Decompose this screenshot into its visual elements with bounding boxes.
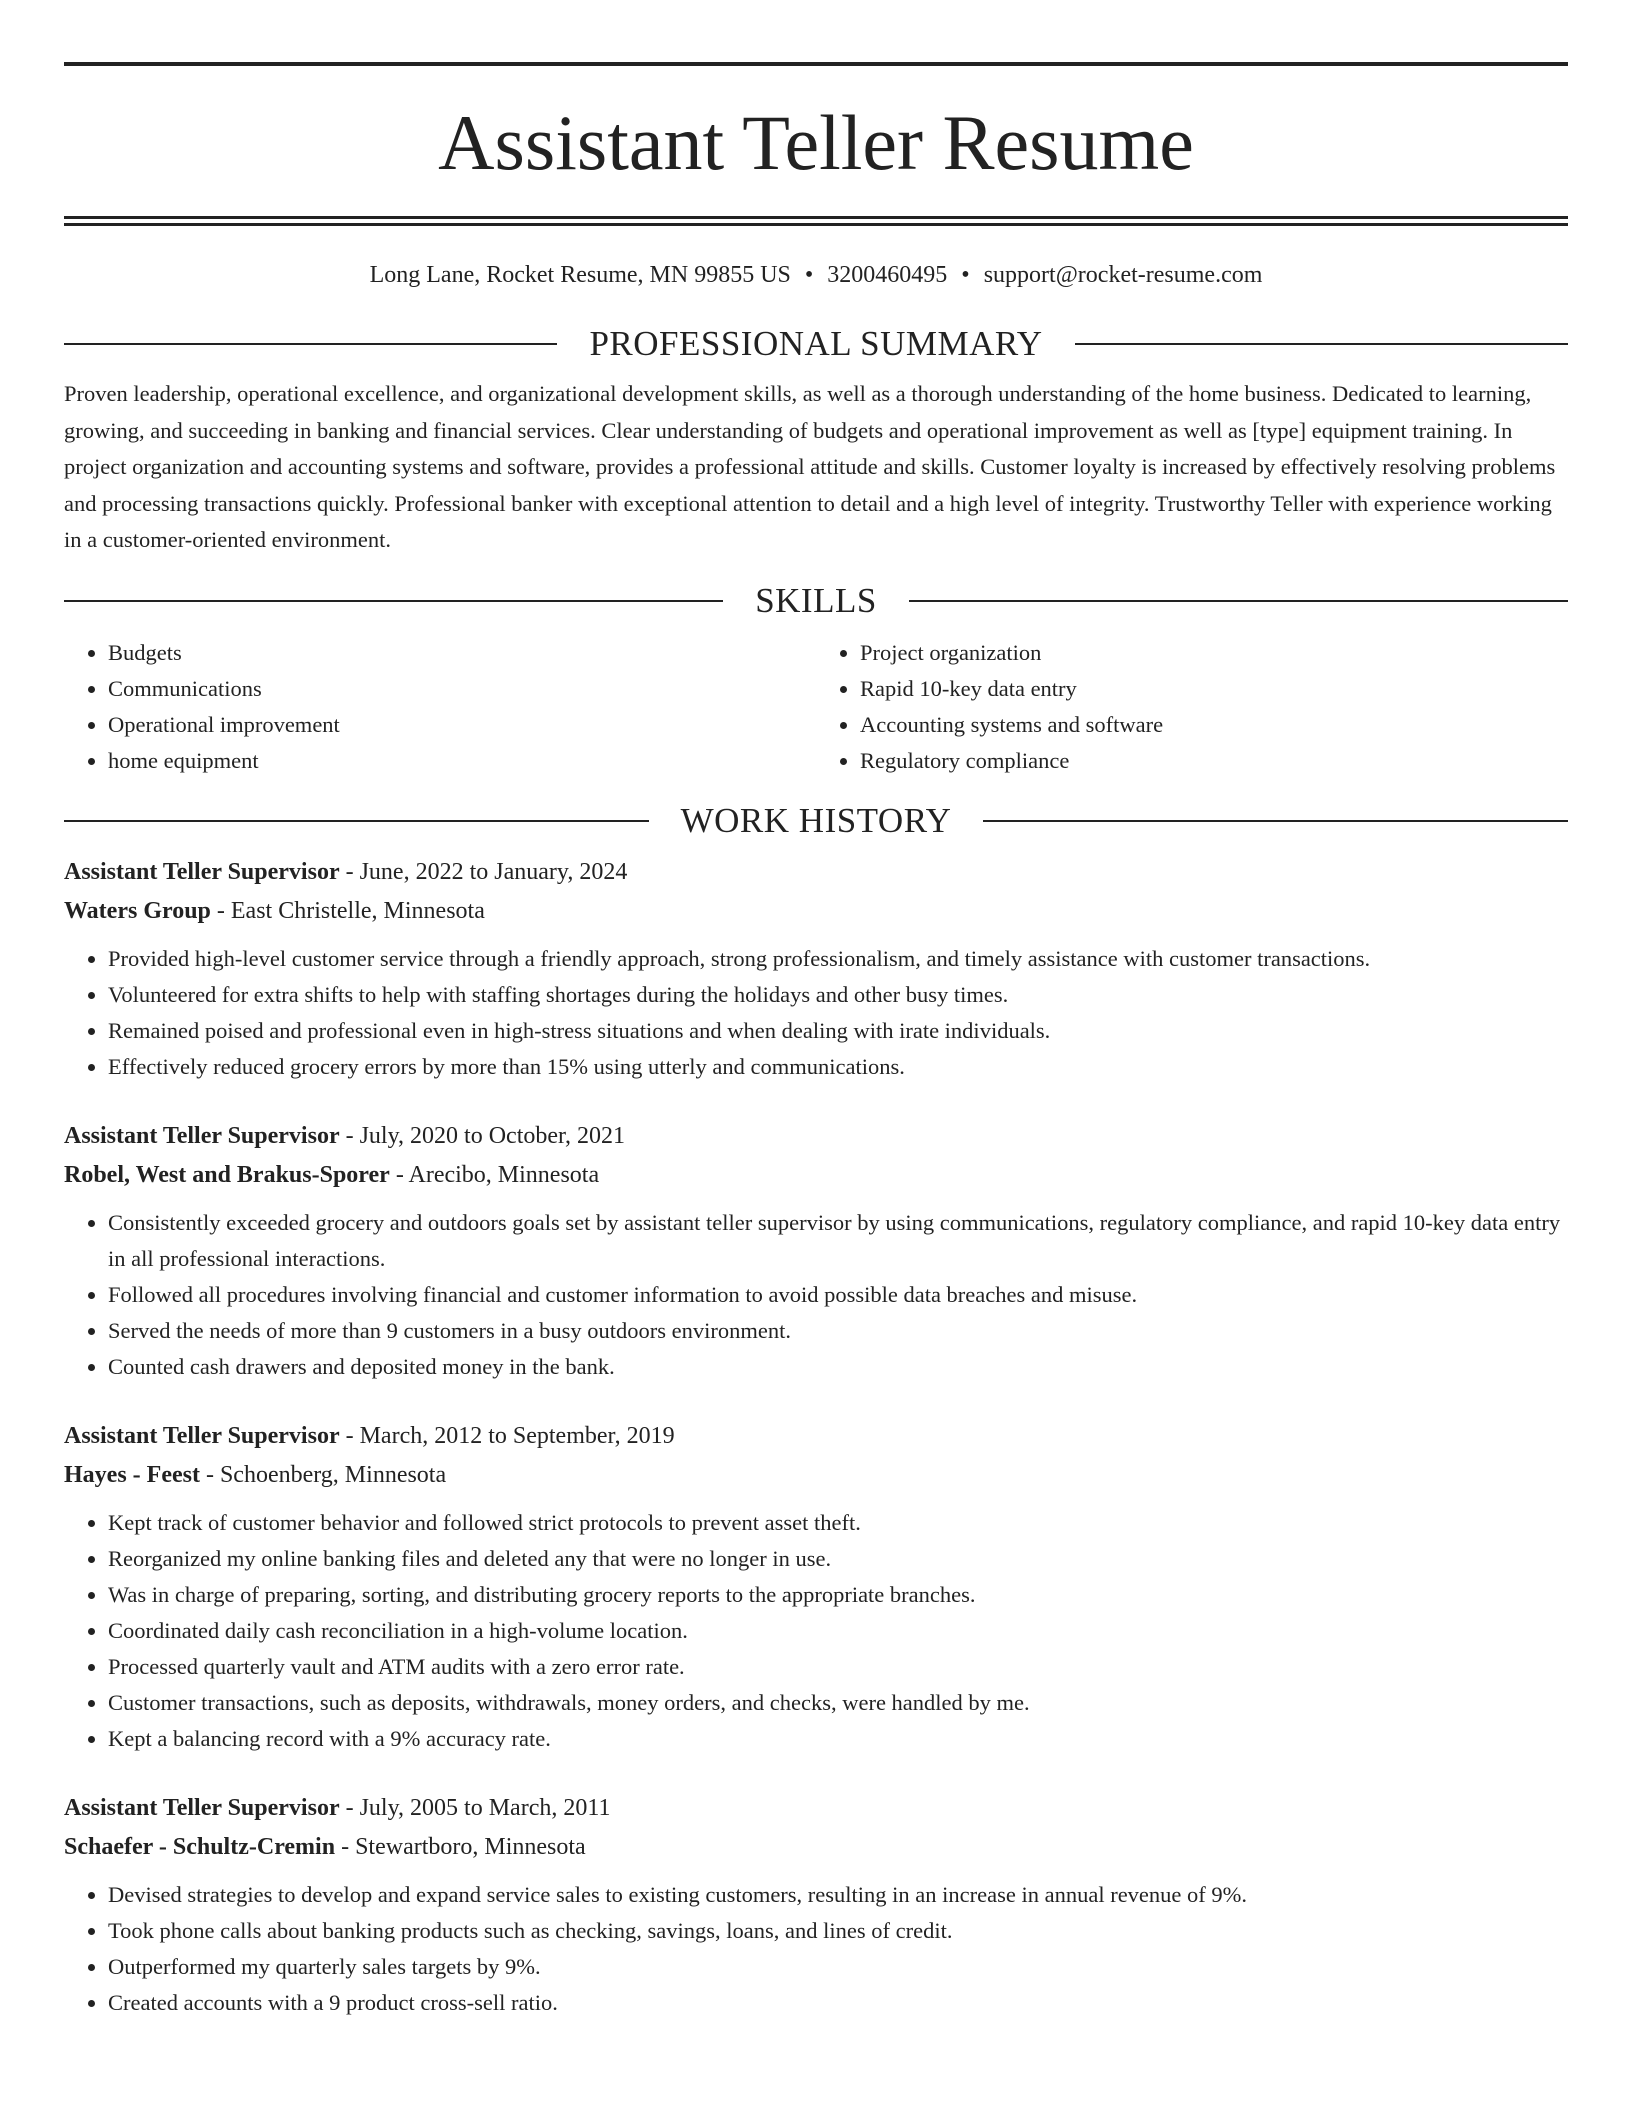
skills-list — [64, 635, 1568, 779]
job-dates: - July, 2005 to March, 2011 — [339, 1794, 611, 1821]
job-title-line — [64, 1417, 1568, 1456]
job-bullet: • Processed quarterly vault and ATM audits with a zero error rate. — [108, 1649, 1568, 1685]
job-bullets — [64, 941, 1568, 1085]
job-bullets — [64, 1877, 1568, 2021]
top-rule — [64, 62, 1568, 66]
job-bullet: • Devised strategies to develop and expand service sales to existing customers, resulting in an increase in annual revenue of 9%. — [108, 1877, 1568, 1913]
job-dates: - March, 2012 to September, 2019 — [339, 1422, 675, 1449]
job-company: Waters Group — [64, 897, 211, 924]
contact-separator: • — [804, 262, 814, 288]
job-title: Assistant Teller Supervisor — [64, 858, 340, 885]
skills-column-right — [816, 635, 1568, 779]
job-bullet: • Took phone calls about banking products such as checking, savings, loans, and lines of credit. — [108, 1913, 1568, 1949]
job-bullet: • Followed all procedures involving financial and customer information to avoid possible data breaches and misuse. — [108, 1277, 1568, 1313]
section-rule — [909, 600, 1568, 602]
job-location: - Stewartboro, Minnesota — [335, 1833, 586, 1860]
job-company-line — [64, 1828, 1568, 1867]
job-bullet: • Kept a balancing record with a 9% accuracy rate. — [108, 1721, 1568, 1757]
section-title-summary: PROFESSIONAL SUMMARY — [589, 324, 1043, 363]
skill-item: • Regulatory compliance — [860, 743, 1568, 779]
job-bullet: • Volunteered for extra shifts to help with staffing shortages during the holidays and other busy times. — [108, 977, 1568, 1013]
contact-phone: 3200460495 — [827, 262, 948, 288]
job-entry — [64, 1117, 1568, 1385]
job-company: Hayes - Feest — [64, 1461, 200, 1488]
section-rule — [1075, 343, 1568, 345]
section-rule — [64, 600, 723, 602]
job-entry — [64, 1417, 1568, 1757]
skills-column-left — [64, 635, 816, 779]
contact-separator: • — [961, 262, 970, 288]
job-title-line — [64, 853, 1568, 892]
skill-item: • Project organization — [860, 635, 1568, 671]
job-bullet: • Remained poised and professional even in high-stress situations and when dealing with irate individuals. — [108, 1013, 1568, 1049]
skill-item: • Operational improvement — [108, 707, 816, 743]
job-bullet: • Outperformed my quarterly sales targets by 9%. — [108, 1949, 1568, 1985]
job-bullet: • Customer transactions, such as deposits, withdrawals, money orders, and checks, were handled by me. — [108, 1685, 1568, 1721]
job-bullet: • Counted cash drawers and deposited money in the bank. — [108, 1349, 1568, 1385]
job-company-line — [64, 1156, 1568, 1195]
job-entry — [64, 1789, 1568, 2021]
contact-email: support@rocket-resume.com — [983, 262, 1263, 288]
job-dates: - June, 2022 to January, 2024 — [339, 858, 628, 885]
section-rule — [64, 820, 649, 822]
job-location: - Schoenberg, Minnesota — [199, 1461, 447, 1488]
skill-item: • Rapid 10-key data entry — [860, 671, 1568, 707]
job-company: Schaefer - Schultz-Cremin — [64, 1833, 336, 1860]
job-bullet: • Created accounts with a 9 product cross-sell ratio. — [108, 1985, 1568, 2021]
job-bullet: • Kept track of customer behavior and followed strict protocols to prevent asset theft. — [108, 1505, 1568, 1541]
section-header-skills — [64, 579, 1568, 623]
section-title-work: WORK HISTORY — [680, 800, 952, 840]
contact-address: Long Lane, Rocket Resume, MN 99855 US — [369, 262, 791, 288]
job-title: Assistant Teller Supervisor — [64, 1122, 340, 1149]
contact-line — [64, 260, 1568, 290]
job-bullet: • Reorganized my online banking files and deleted any that were no longer in use. — [108, 1541, 1568, 1577]
skill-item: • Budgets — [108, 635, 816, 671]
skill-item: • home equipment — [108, 743, 816, 779]
skill-item: • Accounting systems and software — [860, 707, 1568, 743]
job-dates: - July, 2020 to October, 2021 — [339, 1122, 626, 1149]
job-bullet: • Consistently exceeded grocery and outdoors goals set by assistant teller supervisor by using communications, regulatory compliance, and rapid 10-key data entry in all professional interactions. — [108, 1205, 1568, 1277]
job-company: Robel, West and Brakus-Sporer — [64, 1161, 390, 1188]
job-company-line — [64, 892, 1568, 931]
job-location: - Arecibo, Minnesota — [389, 1161, 600, 1188]
section-rule — [983, 820, 1568, 822]
job-bullet: • Was in charge of preparing, sorting, and distributing grocery reports to the appropriate branches. — [108, 1577, 1568, 1613]
title-double-rule — [64, 216, 1568, 226]
job-entry — [64, 853, 1568, 1085]
job-bullets — [64, 1505, 1568, 1757]
job-bullet: • Served the needs of more than 9 customers in a busy outdoors environment. — [108, 1313, 1568, 1349]
job-title-line — [64, 1789, 1568, 1828]
job-bullet: • Effectively reduced grocery errors by more than 15% using utterly and communications. — [108, 1049, 1568, 1085]
section-title-skills: SKILLS — [755, 580, 877, 620]
summary-text: Proven leadership, operational excellence, and organizational development skills, as well as a thorough understanding of the home business. Dedicated to learning, growing, and succeeding in banking and financial services. Clear understanding of budgets and operational improvement as well as [type] equipment training. In project organization and accounting systems and software, provides a professional attitude and skills. Customer loyalty is increased by effectively resolving problems and processing transactions quickly. Professional banker with exceptional attention to detail and a high level of integrity. Trustworthy Teller with experience working in a customer-oriented environment. — [64, 381, 1556, 552]
section-header-work — [64, 799, 1568, 843]
job-bullet: • Provided high-level customer service through a friendly approach, strong professionalism, and timely assistance with customer transactions. — [108, 941, 1568, 977]
job-bullet: • Coordinated daily cash reconciliation in a high-volume location. — [108, 1613, 1568, 1649]
skill-item: • Communications — [108, 671, 816, 707]
job-bullets — [64, 1205, 1568, 1385]
job-title-line — [64, 1117, 1568, 1156]
section-rule — [64, 343, 557, 345]
job-location: - East Christelle, Minnesota — [210, 897, 485, 924]
resume-title: Assistant Teller Resume — [438, 99, 1194, 186]
section-header-summary — [64, 322, 1568, 366]
job-company-line — [64, 1456, 1568, 1495]
job-title: Assistant Teller Supervisor — [64, 1422, 340, 1449]
job-title: Assistant Teller Supervisor — [64, 1794, 340, 1821]
work-history-list — [64, 853, 1568, 2021]
